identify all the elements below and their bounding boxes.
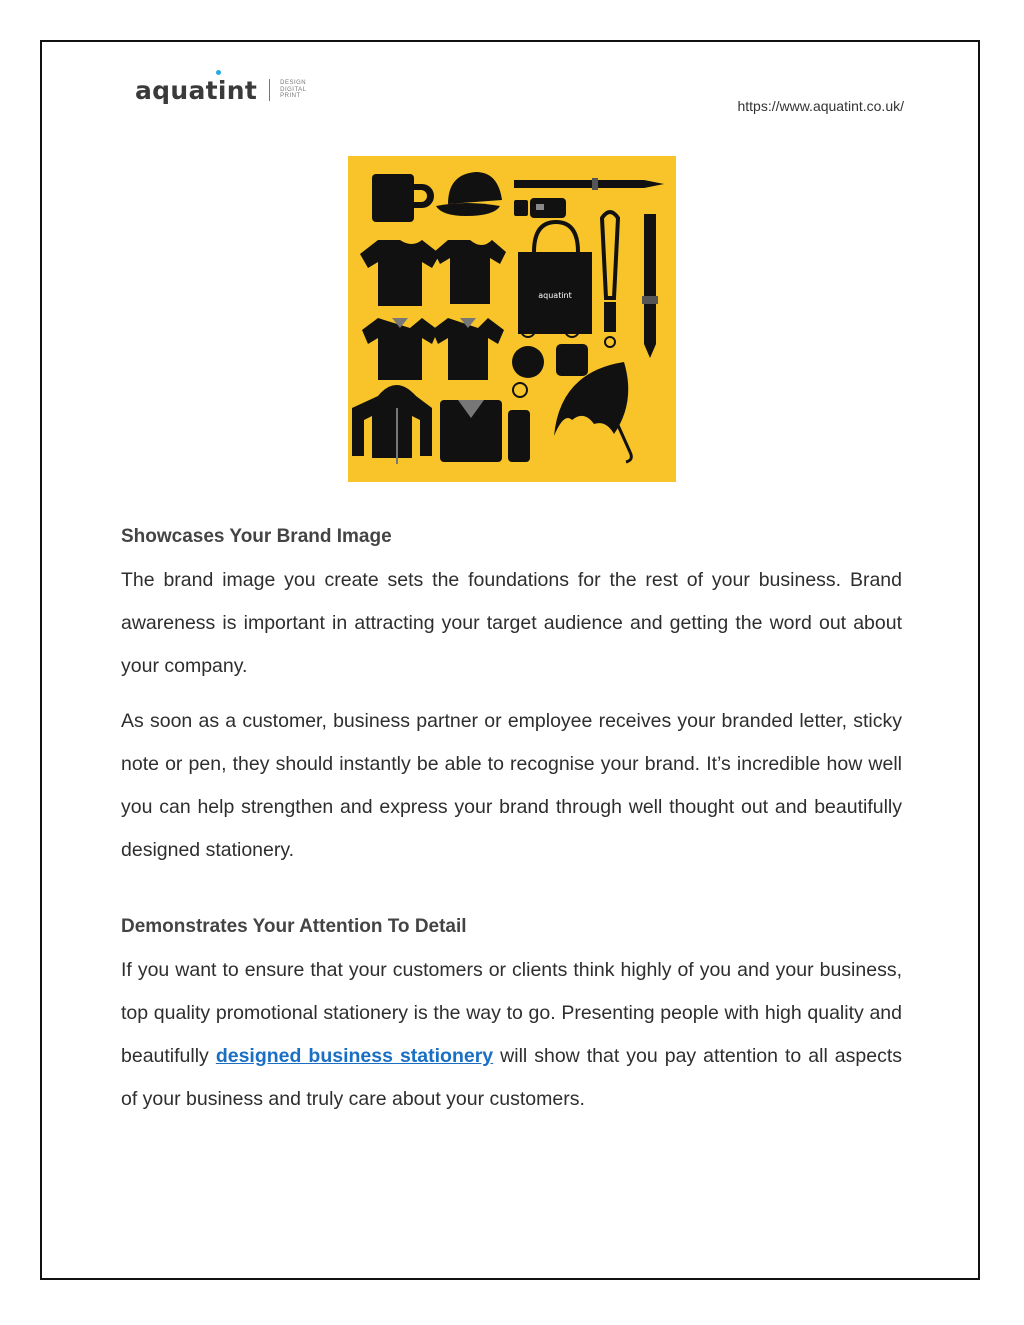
designed-business-stationery-link[interactable]: designed business stationery	[215, 1045, 494, 1067]
paragraph-branded-letter: As soon as a customer, business partner or employee receives your branded letter, sticky note or pen, they should instantly be able to recognise your brand. It’s incredible how well you can help strengthen and express your brand through well thought out and beautifully designed stationery.	[121, 710, 902, 861]
usb-stick-icon	[514, 198, 566, 218]
logo-dot	[216, 70, 221, 75]
website-url[interactable]: https://www.aquatint.co.uk/	[737, 98, 904, 114]
tote-bag-logo: aquatint	[538, 291, 572, 300]
aquatint-logo[interactable]	[135, 72, 307, 108]
promotional-products-image	[348, 156, 676, 482]
logo-separator	[269, 79, 270, 101]
logo-tagline: DESIGN DIGITAL PRINT	[280, 80, 307, 100]
paragraph-attention-detail	[121, 949, 902, 1121]
logo-wordmark: aquatint	[135, 75, 258, 105]
article-content	[121, 522, 902, 1121]
paragraph-text-after-link: will show that you pay attention to all aspects of your business and truly care about your customers.	[121, 1045, 902, 1110]
section-heading-attention-detail: Demonstrates Your Attention To Detail	[121, 916, 467, 937]
paragraph-text-before-link: If you want to ensure that your customers or clients think highly of you and your business, top quality promotional stationery is the way to go. Presenting people with high quality and beautifully	[121, 959, 902, 1067]
vertical-pen-icon	[642, 214, 658, 358]
paragraph-brand-foundations: The brand image you create sets the foundations for the rest of your business. Brand awareness is important in attracting your target audience and getting the word out about your company.	[121, 569, 902, 677]
folded-shirt-icon	[440, 400, 502, 462]
section-heading-brand-image: Showcases Your Brand Image	[121, 526, 392, 547]
